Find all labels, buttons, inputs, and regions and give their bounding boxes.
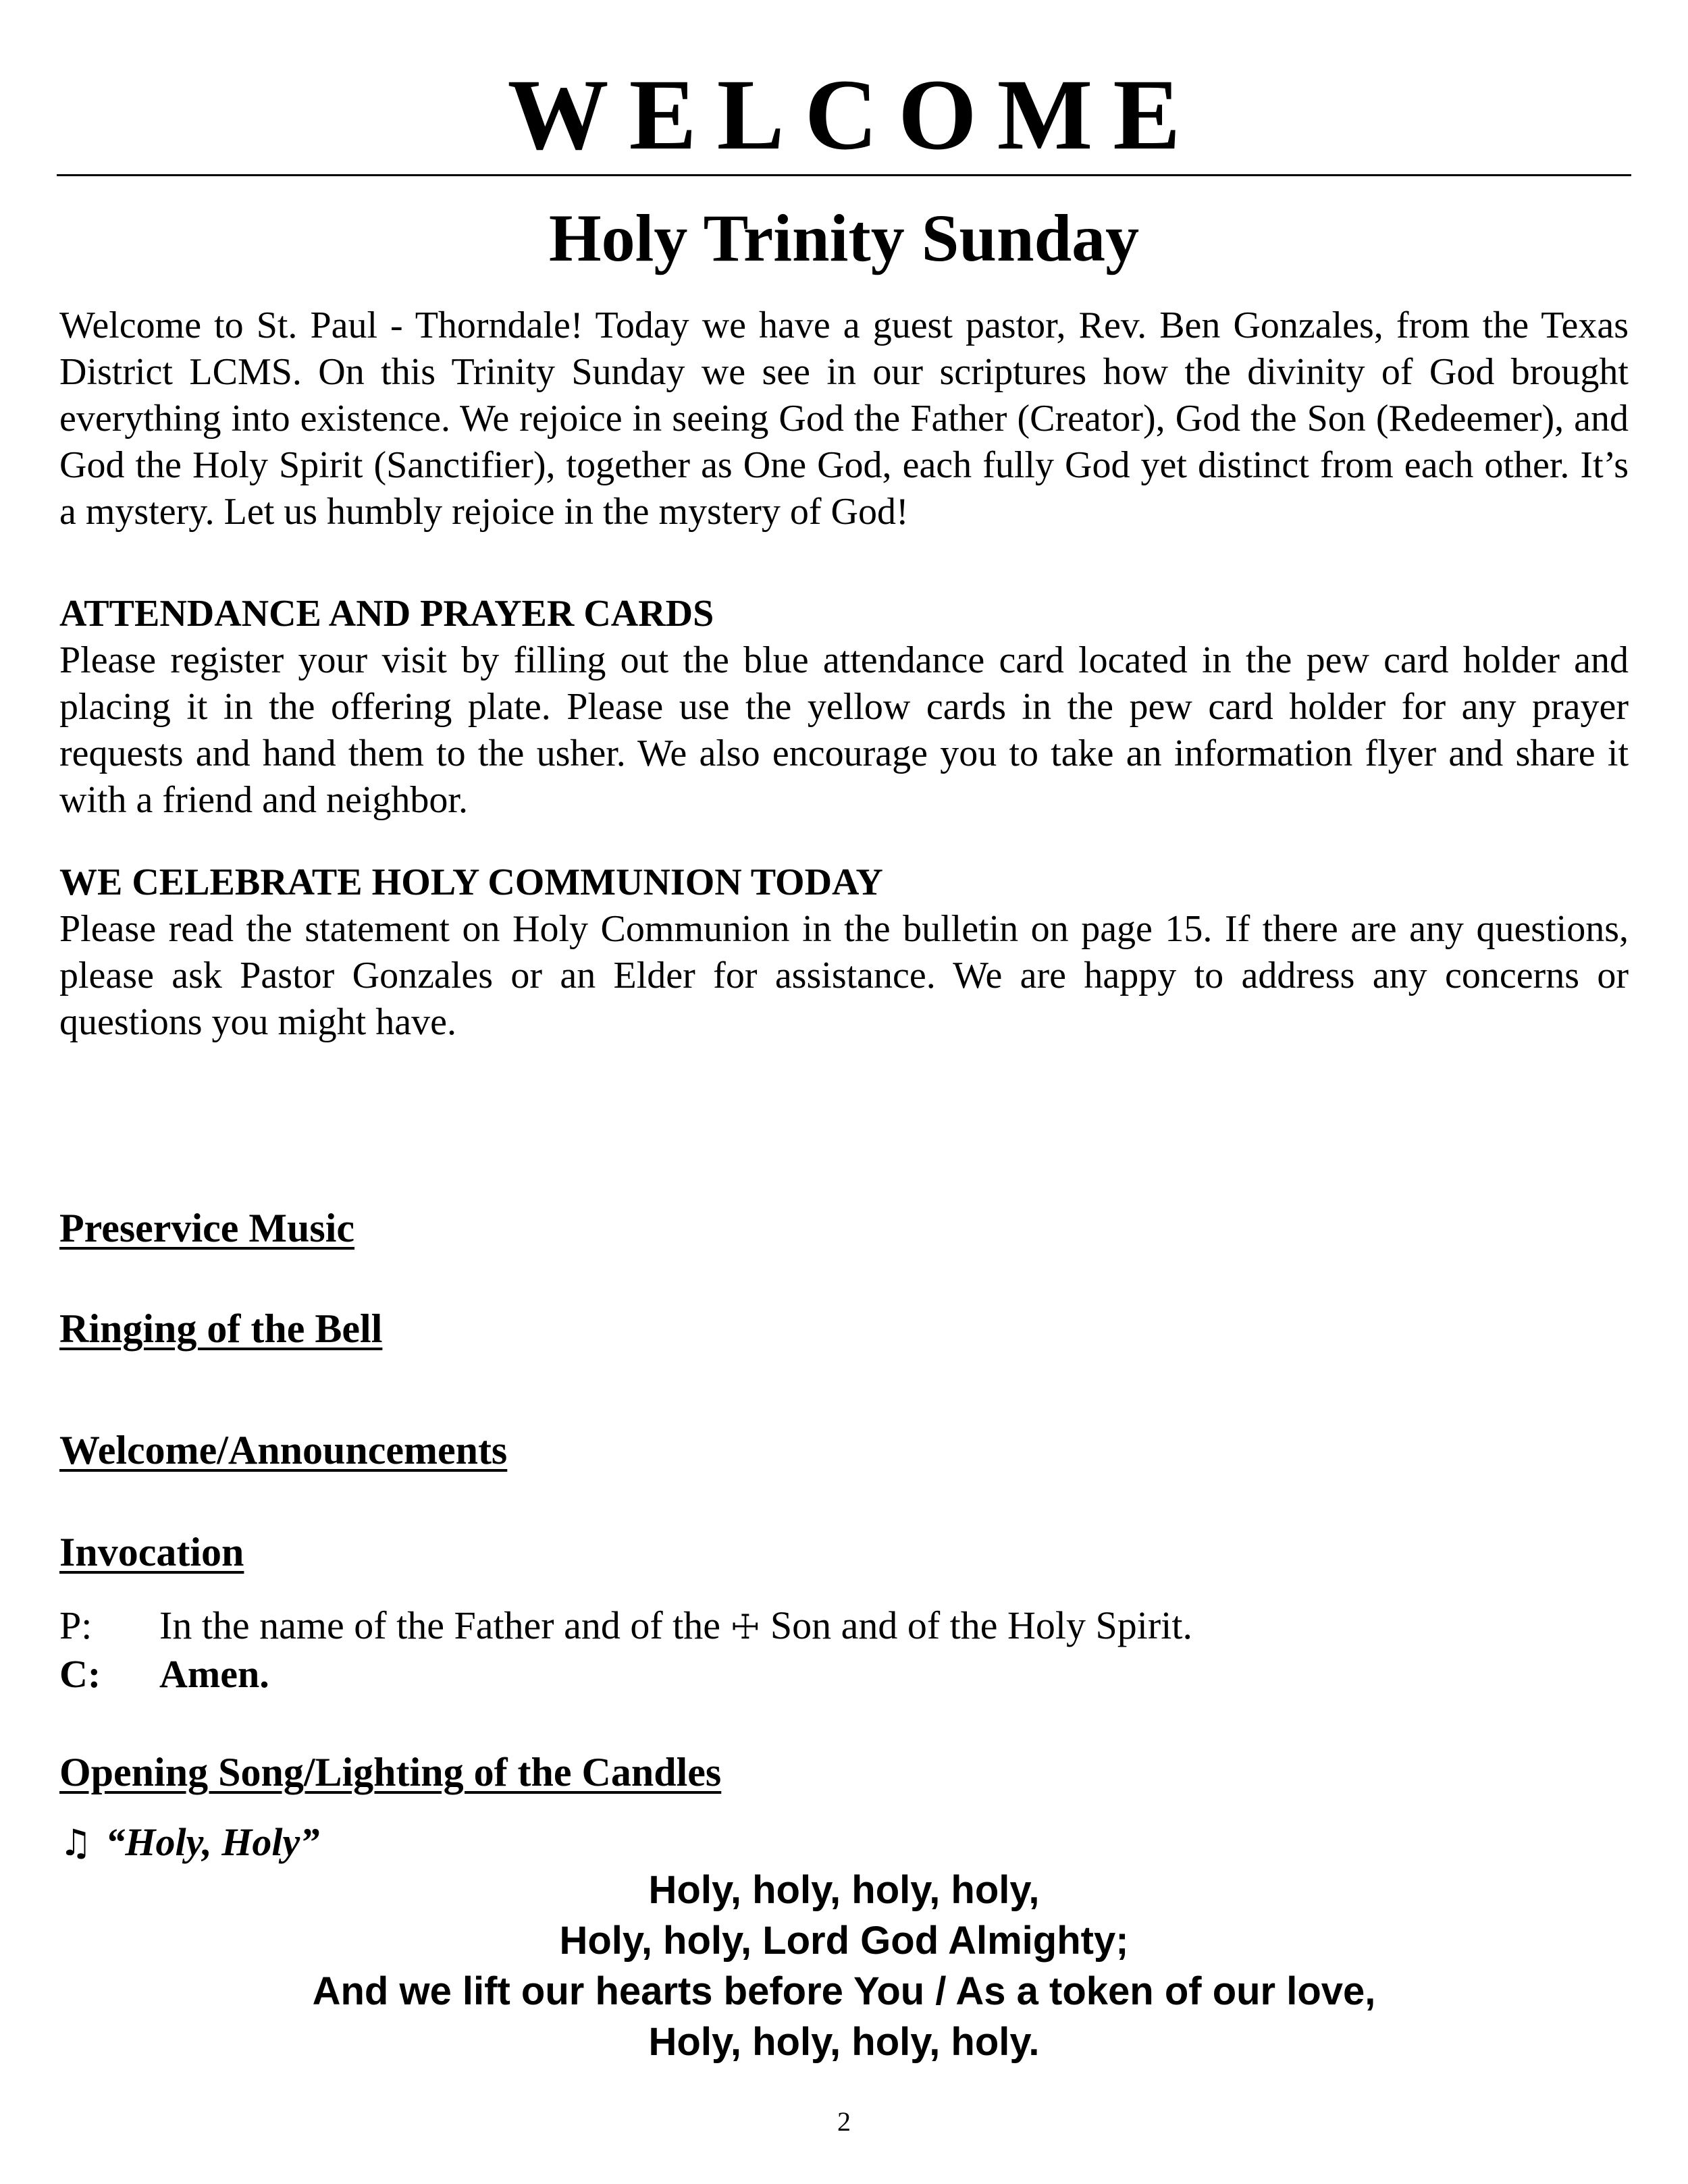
welcome-announcements-heading: Welcome/Announcements xyxy=(59,1428,508,1472)
intro-section xyxy=(59,302,1629,535)
page-number: 2 xyxy=(837,2106,851,2137)
pastor-text-part-1: In the name of the Father and of the xyxy=(159,1603,721,1647)
communion-section xyxy=(59,859,1629,1046)
congregation-label: C: xyxy=(59,1652,101,1696)
page-subtitle: Holy Trinity Sunday xyxy=(548,201,1140,275)
communion-heading: WE CELEBRATE HOLY COMMUNION TODAY xyxy=(59,861,883,903)
invocation-heading: Invocation xyxy=(59,1530,244,1574)
pastor-text-part-2: Son and of the Holy Spirit. xyxy=(770,1603,1192,1647)
ringing-bell-heading: Ringing of the Bell xyxy=(59,1306,383,1351)
title-divider xyxy=(57,174,1631,176)
opening-song-heading: Opening Song/Lighting of the Candles xyxy=(59,1750,722,1794)
lyric-line: Holy, holy, holy, holy. xyxy=(648,2020,1040,2064)
lyric-line: Holy, holy, Lord God Almighty; xyxy=(559,1919,1129,1963)
bulletin-page xyxy=(59,0,1629,2184)
song-lyrics xyxy=(59,1865,1629,2067)
song-title xyxy=(59,1819,319,1867)
music-note-icon: ♫ xyxy=(59,1821,93,1864)
cross-icon: ☩ xyxy=(730,1607,761,1647)
attendance-paragraph: Please register your visit by filling out the blue attendance card located in the pew card holder and placing it in the offering plate. Please use the yellow cards in the pew card holder for any prayer requests and hand them to the usher. We also encourage you to take an information flyer and share it with a friend and neighbor. xyxy=(59,639,1629,821)
lyric-line: And we lift our hearts before You / As a token of our love, xyxy=(312,1969,1376,2013)
lyric-line: Holy, holy, holy, holy, xyxy=(648,1868,1040,1912)
congregation-text: Amen. xyxy=(159,1652,269,1696)
attendance-section xyxy=(59,591,1629,824)
communion-paragraph: Please read the statement on Holy Communion in the bulletin on page 15. If there are any questions, please ask Pastor Gonzales or an Elder for assistance. We are happy to address any concerns or questions you might have. xyxy=(59,908,1629,1043)
invocation-congregation-line xyxy=(59,1651,269,1698)
intro-paragraph: Welcome to St. Paul - Thorndale! Today we have a guest pastor, Rev. Ben Gonzales, from the Texas District LCMS. On this Trinity Sunday we see in our scriptures how the divinity of God brought everything into existence. We rejoice in seeing God the Father (Creator), God the Son (Redeemer), and God the Holy Spirit (Sanctifier), together as One God, each fully God yet distinct from each other. It’s a mystery. Let us humbly rejoice in the mystery of God! xyxy=(59,304,1629,533)
pastor-label: P: xyxy=(59,1603,93,1647)
preservice-music-heading: Preservice Music xyxy=(59,1206,355,1250)
song-title-text: “Holy, Holy” xyxy=(105,1820,320,1864)
invocation-pastor-line xyxy=(59,1602,1192,1651)
page-title: WELCOME xyxy=(507,59,1201,171)
attendance-heading: ATTENDANCE AND PRAYER CARDS xyxy=(59,593,714,635)
pastor-text xyxy=(159,1602,1192,1651)
